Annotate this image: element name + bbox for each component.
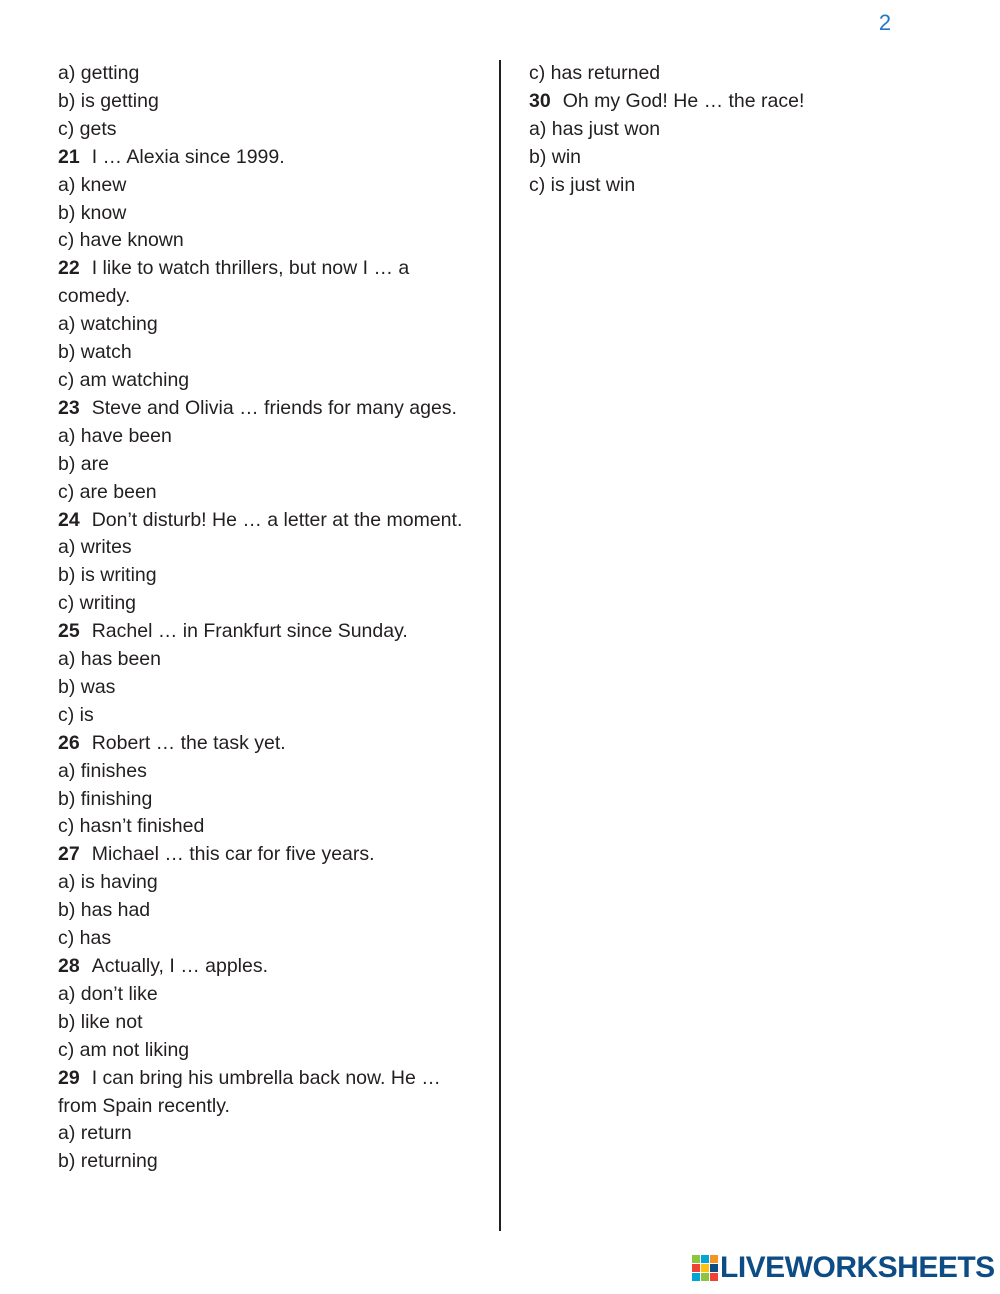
answer-option: c) hasn’t finished	[58, 815, 205, 838]
question-23	[58, 395, 473, 423]
question-number: 23	[58, 396, 80, 419]
question-number: 30	[529, 89, 551, 112]
answer-option: a) writes	[58, 536, 132, 559]
logo-text: LIVEWORKSHEETS	[720, 1251, 995, 1284]
question-27	[58, 841, 473, 869]
answer-option: b) know	[58, 201, 127, 224]
question-text: Rachel … in Frankfurt since Sunday.	[91, 620, 408, 643]
answer-option: a) getting	[58, 62, 140, 84]
answer-option: b) win	[529, 145, 582, 168]
question-text: Michael … this car for five years.	[91, 843, 375, 866]
answer-option: c) am watching	[58, 368, 190, 391]
answer-option: b) watch	[58, 341, 132, 364]
question-text: I like to watch thrillers, but now I … a comedy.	[58, 257, 410, 308]
answer-option: c) has	[58, 927, 112, 950]
question-number: 21	[58, 145, 80, 168]
question-text: Steve and Olivia … friends for many ages.	[91, 396, 457, 419]
answer-option: c) has returned	[529, 62, 661, 84]
liveworksheets-logo	[692, 1252, 995, 1284]
answer-option: a) finishes	[58, 759, 147, 782]
answer-option: c) gets	[58, 117, 117, 140]
answer-option: a) watching	[58, 313, 158, 336]
answer-option: a) has been	[58, 648, 161, 671]
question-text: I can bring his umbrella back now. He … from Spain recently.	[58, 1066, 441, 1117]
question-number: 29	[58, 1066, 80, 1089]
question-21	[58, 144, 473, 172]
answer-option: b) are	[58, 452, 109, 475]
answer-option: a) has just won	[529, 117, 661, 140]
answer-option: b) returning	[58, 1150, 158, 1173]
answer-option: a) is having	[58, 871, 158, 894]
answer-option: c) is	[58, 703, 94, 726]
answer-option: c) writing	[58, 592, 137, 615]
answer-option: b) was	[58, 675, 116, 698]
question-text: I … Alexia since 1999.	[91, 145, 285, 168]
page-number: 2	[878, 10, 892, 35]
answer-option: c) am not liking	[58, 1038, 190, 1061]
question-number: 25	[58, 620, 80, 643]
answer-option: a) return	[58, 1122, 132, 1145]
question-22	[58, 255, 473, 311]
question-text: Robert … the task yet.	[91, 731, 286, 754]
question-28	[58, 953, 473, 981]
question-text: Actually, I … apples.	[91, 955, 269, 977]
question-26	[58, 730, 473, 758]
answer-option: b) is getting	[58, 89, 159, 112]
answer-option: c) are been	[58, 480, 157, 503]
answer-option: c) have known	[58, 229, 184, 252]
question-24	[58, 507, 473, 535]
answer-option: b) is writing	[58, 564, 157, 587]
left-column	[58, 60, 473, 1176]
question-text: Oh my God! He … the race!	[562, 89, 805, 112]
question-25	[58, 618, 473, 646]
right-column	[529, 60, 959, 200]
question-30	[529, 88, 959, 116]
liveworksheets-logo-icon	[692, 1255, 718, 1281]
question-number: 24	[58, 508, 80, 531]
question-number: 28	[58, 955, 80, 977]
answer-option: a) have been	[58, 424, 172, 447]
answer-option: b) finishing	[58, 787, 153, 810]
answer-option: c) is just win	[529, 173, 636, 196]
answer-option: a) don’t like	[58, 982, 158, 1005]
answer-option: b) like not	[58, 1010, 143, 1033]
question-29	[58, 1065, 473, 1121]
question-number: 27	[58, 843, 80, 866]
question-text: Don’t disturb! He … a letter at the moment.	[91, 508, 463, 531]
question-number: 26	[58, 731, 80, 754]
answer-option: a) knew	[58, 173, 127, 196]
question-number: 22	[58, 257, 80, 280]
column-divider	[499, 60, 501, 1231]
answer-option: b) has had	[58, 899, 151, 922]
